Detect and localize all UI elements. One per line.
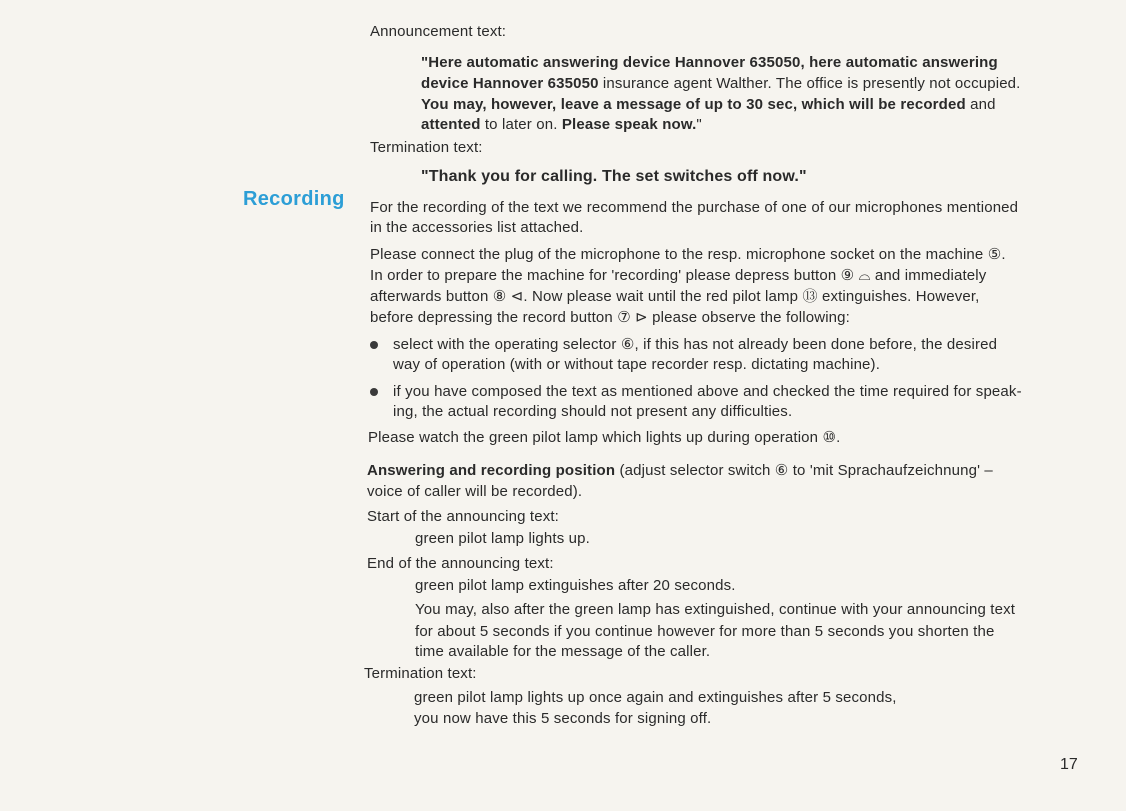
answering-paragraph-line: You may, also after the green lamp has extinguished, continue with your announcing text [415,601,1016,618]
recording-paragraph-line: For the recording of the text we recommend the purchase of one of our microphones mentioned [370,199,1019,216]
bullet-icon [370,341,378,349]
recording-paragraph-line: before depressing the record button ⑦ ⊳ please observe the following: [370,309,850,326]
list-item: if you have composed the text as mentioned above and checked the time required for speak- [393,383,1022,400]
recording-paragraph-line: in the accessories list attached. [370,219,584,236]
announcement-text-line-3: You may, however, leave a message of up to 30 sec, which will be recorded and [421,96,996,113]
start-announcing-heading: Start of the announcing text: [367,508,559,525]
recording-paragraph-line: Please watch the green pilot lamp which lights up during operation ⑩. [368,429,841,446]
answering-paragraph-line: green pilot lamp lights up. [415,530,590,547]
answering-paragraph-line: green pilot lamp extinguishes after 20 seconds. [415,577,736,594]
termination-text-1: "Thank you for calling. The set switches off now." [421,168,807,185]
answering-paragraph-line: for about 5 seconds if you continue however for more than 5 seconds you shorten the [415,623,995,640]
answering-paragraph-line: voice of caller will be recorded). [367,483,583,500]
recording-paragraph-line: In order to prepare the machine for 'recording' please depress button ⑨ ⌓ and immediately [370,267,987,284]
answering-paragraph-line: green pilot lamp lights up once again and extinguishes after 5 seconds, [414,689,897,706]
answering-recording-heading: Answering and recording position (adjust selector switch ⑥ to 'mit Sprachaufzeichnung' – [367,462,993,479]
section-heading-recording: Recording [243,188,345,210]
announcement-text-line-2: device Hannover 635050 insurance agent Walther. The office is presently not occupied. [421,75,1021,92]
page-number: 17 [1060,756,1078,773]
answering-paragraph-line: time available for the message of the caller. [415,643,711,660]
answering-paragraph-line: you now have this 5 seconds for signing off. [414,710,712,727]
termination-heading-1: Termination text: [370,139,483,156]
list-item: ing, the actual recording should not present any difficulties. [393,403,793,420]
bullet-icon [370,388,378,396]
list-item: way of operation (with or without tape recorder resp. dictating machine). [393,356,881,373]
announcement-text-line-1: "Here automatic answering device Hannover 635050, here automatic answering [421,54,998,71]
announcement-heading: Announcement text: [370,23,507,40]
announcement-text-line-4: attented to later on. Please speak now." [421,116,702,133]
list-item: select with the operating selector ⑥, if this has not already been done before, the desired [393,336,998,353]
end-announcing-heading: End of the announcing text: [367,555,554,572]
termination-heading-2: Termination text: [364,665,477,682]
recording-paragraph-line: Please connect the plug of the microphone to the resp. microphone socket on the machine ⑤. [370,246,1006,263]
recording-paragraph-line: afterwards button ⑧ ⊲. Now please wait until the red pilot lamp ⑬ extinguishes. However, [370,288,980,305]
